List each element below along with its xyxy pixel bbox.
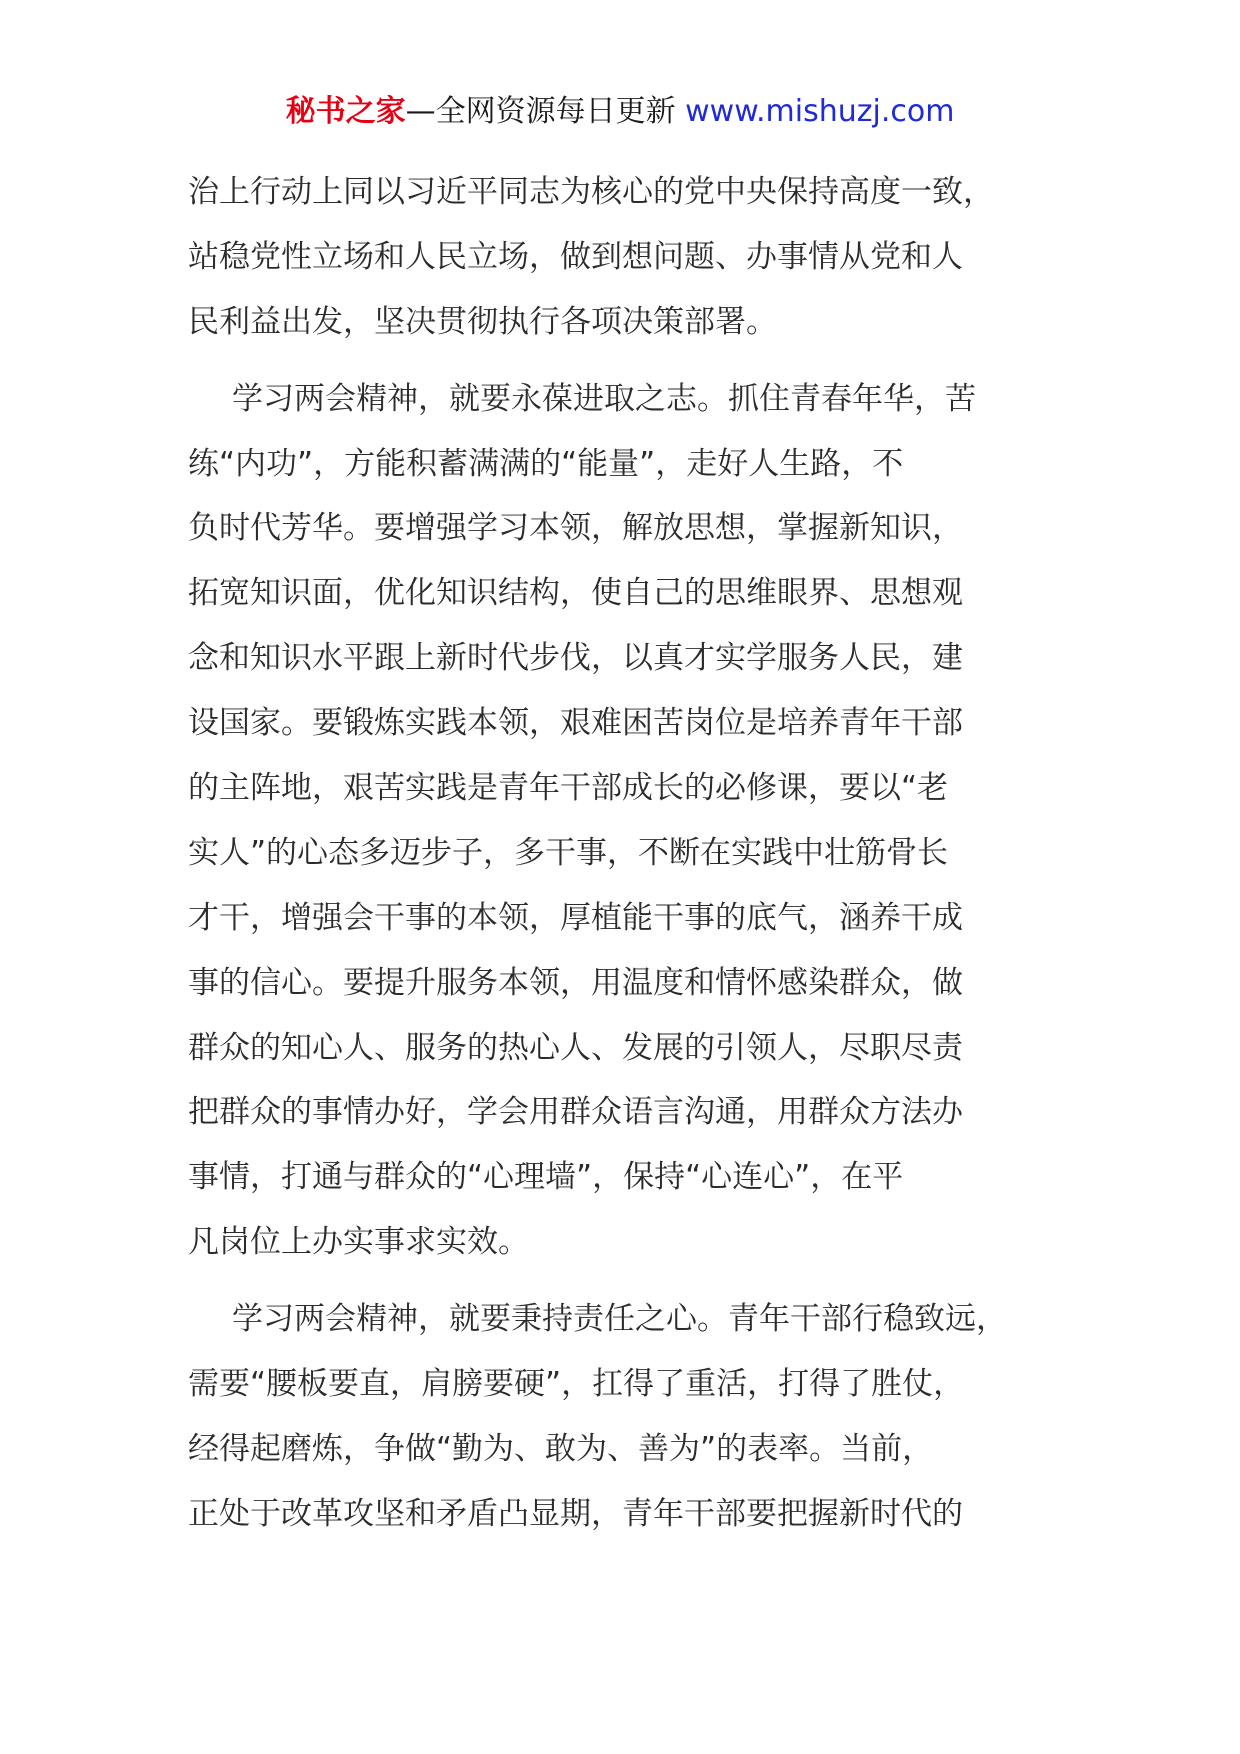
paragraph-responsibility bbox=[188, 1287, 1068, 1547]
text-line: 练“内功”，方能积蓄满满的“能量”，走好人生路，不 bbox=[188, 445, 904, 482]
text-line: 事的信心。要提升服务本领，用温度和情怀感染群众，做 bbox=[188, 964, 963, 1001]
text-line: 治上行动上同以习近平同志为核心的党中央保持高度一致， bbox=[188, 174, 994, 210]
site-header bbox=[0, 92, 1240, 132]
text-line: 的主阵地，艰苦实践是青年干部成长的必修课，要以“老 bbox=[188, 770, 949, 807]
text-line: 事情，打通与群众的“心理墙”，保持“心连心”，在平 bbox=[188, 1159, 904, 1196]
site-url-link[interactable]: www.mishuzj.com bbox=[685, 94, 955, 129]
document-body bbox=[188, 160, 1068, 1547]
brand-name: 秘书之家 bbox=[285, 94, 406, 129]
text-line: 正处于改革攻坚和矛盾凸显期，青年干部要把握新时代的 bbox=[188, 1495, 963, 1532]
text-line: 站稳党性立场和人民立场，做到想问题、办事情从党和人 bbox=[188, 238, 963, 275]
text-line: 需要“腰板要直，肩膀要硬”，扛得了重活，打得了胜仗， bbox=[188, 1366, 965, 1403]
text-line: 设国家。要锻炼实践本领，艰难困苦岗位是培养青年干部 bbox=[188, 705, 963, 742]
header-tagline: —全网资源每日更新 bbox=[405, 94, 686, 129]
text-line: 负时代芳华。要增强学习本领，解放思想，掌握新知识， bbox=[188, 510, 963, 547]
text-line: 才干，增强会干事的本领，厚植能干事的底气，涵养干成 bbox=[188, 899, 963, 936]
text-line: 学习两会精神，就要永葆进取之志。抓住青春年华，苦 bbox=[232, 380, 976, 417]
paragraph-continuation bbox=[188, 160, 1068, 355]
text-line: 学习两会精神，就要秉持责任之心。青年干部行稳致远， bbox=[232, 1301, 1007, 1338]
text-line: 群众的知心人、服务的热心人、发展的引领人，尽职尽责 bbox=[188, 1029, 963, 1066]
text-line: 凡岗位上办实事求实效。 bbox=[188, 1224, 529, 1261]
text-line: 民利益出发，坚决贯彻执行各项决策部署。 bbox=[188, 303, 777, 340]
text-line: 拓宽知识面，优化知识结构，使自己的思维眼界、思想观 bbox=[188, 575, 963, 612]
paragraph-progress bbox=[188, 367, 1068, 1275]
text-line: 念和知识水平跟上新时代步伐，以真才实学服务人民，建 bbox=[188, 640, 963, 677]
text-line: 实人”的心态多迈步子，多干事，不断在实践中壮筋骨长 bbox=[188, 834, 949, 871]
text-line: 经得起磨炼，争做“勤为、敢为、善为”的表率。当前， bbox=[188, 1430, 934, 1467]
text-line: 把群众的事情办好，学会用群众语言沟通，用群众方法办 bbox=[188, 1094, 963, 1131]
